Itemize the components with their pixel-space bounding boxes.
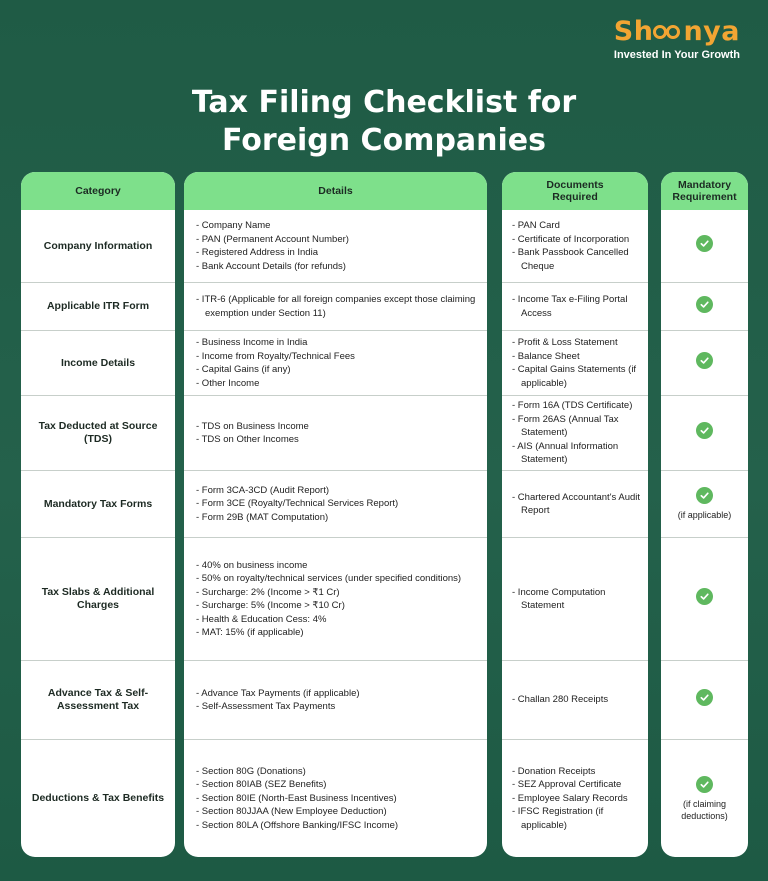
check-icon	[696, 588, 713, 605]
line-item: - ITR-6 (Applicable for all foreign companies except those claiming exemption under Section 11)	[196, 294, 476, 319]
line-item: - Certificate of Incorporation	[512, 233, 630, 245]
line-item: - Chartered Accountant's Audit Report	[512, 491, 641, 516]
line-item: - AIS (Annual Information Statement)	[512, 440, 619, 466]
mandatory-cell	[661, 470, 748, 537]
mandatory-column	[661, 172, 748, 857]
line-item: - Income Tax e-Filing Portal Access	[512, 294, 628, 319]
details-cell	[184, 537, 487, 660]
line-item: - 40% on business income	[196, 559, 308, 571]
line-item: - Employee Salary Records	[512, 792, 628, 804]
line-item: - SEZ Approval Certificate	[512, 779, 622, 791]
details-cell	[184, 282, 487, 330]
category-cell: Tax Deducted at Source (TDS)	[21, 395, 175, 470]
line-item: - Section 80G (Donations)	[196, 765, 306, 777]
documents-cell	[502, 660, 648, 739]
details-cell	[184, 395, 487, 470]
line-item: - PAN (Permanent Account Number)	[196, 233, 349, 245]
line-item: - Form 26AS (Annual Tax Statement)	[512, 413, 619, 439]
details-column	[184, 172, 487, 857]
line-item: - Health & Education Cess: 4%	[196, 613, 327, 625]
category-cell: Mandatory Tax Forms	[21, 470, 175, 537]
line-item: - TDS on Other Incomes	[196, 434, 299, 445]
brand-logo	[614, 16, 740, 61]
line-item: - Profit & Loss Statement	[512, 337, 618, 348]
documents-column	[502, 172, 648, 857]
line-item: - Registered Address in India	[196, 247, 318, 258]
line-item: - Balance Sheet	[512, 350, 580, 362]
line-item: - Self-Assessment Tax Payments	[196, 701, 336, 712]
documents-cell	[502, 210, 648, 282]
documents-header: Documents Required	[502, 172, 648, 210]
check-icon	[696, 776, 713, 793]
line-item: - MAT: 15% (if applicable)	[196, 627, 304, 638]
check-icon	[696, 296, 713, 313]
details-header: Details	[184, 172, 487, 210]
category-cell: Advance Tax & Self-Assessment Tax	[21, 660, 175, 739]
check-icon	[696, 235, 713, 252]
brand-tagline: Invested In Your Growth	[613, 49, 740, 61]
mandatory-header: Mandatory Requirement	[661, 172, 748, 210]
line-item: - Section 80LA (Offshore Banking/IFSC Income)	[196, 819, 399, 831]
category-cell: Applicable ITR Form	[21, 282, 175, 330]
mandatory-cell	[661, 537, 748, 660]
line-item: - Advance Tax Payments (if applicable)	[196, 687, 360, 699]
details-cell	[184, 210, 487, 282]
documents-cell	[502, 330, 648, 395]
line-item: - Form 16A (TDS Certificate)	[512, 400, 633, 412]
check-icon	[696, 487, 713, 504]
mandatory-cell	[661, 739, 748, 857]
documents-cell	[502, 739, 648, 857]
documents-cell	[502, 282, 648, 330]
mandatory-note: (if applicable)	[677, 510, 732, 520]
category-cell: Tax Slabs & Additional Charges	[21, 537, 175, 660]
mandatory-cell	[661, 395, 748, 470]
line-item: - Section 80IE (North-East Business Incentives)	[196, 792, 397, 804]
check-icon	[696, 689, 713, 706]
details-cell	[184, 330, 487, 395]
line-item: - Business Income in India	[196, 337, 308, 348]
mandatory-cell	[661, 330, 748, 395]
line-item: - Bank Passbook Cancelled Cheque	[512, 247, 629, 272]
page-title: Tax Filing Checklist for Foreign Companies	[191, 85, 577, 158]
line-item: - Section 80IAB (SEZ Benefits)	[196, 779, 327, 791]
line-item: - Income from Royalty/Technical Fees	[196, 350, 355, 362]
line-item: - Donation Receipts	[512, 765, 596, 777]
category-column	[21, 172, 175, 857]
details-cell	[184, 739, 487, 857]
line-item: - IFSC Registration (if applicable)	[512, 806, 604, 831]
details-cell	[184, 470, 487, 537]
check-icon	[696, 352, 713, 369]
category-cell: Company Information	[43, 239, 153, 252]
mandatory-cell	[661, 660, 748, 739]
line-item: - PAN Card	[512, 220, 560, 231]
documents-cell	[502, 470, 648, 537]
line-item: - Surcharge: 5% (Income > ₹10 Cr)	[196, 600, 345, 611]
line-item: - Bank Account Details (for refunds)	[196, 260, 346, 272]
line-item: - Section 80JJAA (New Employee Deduction)	[196, 806, 387, 818]
category-cell: Deductions & Tax Benefits	[21, 739, 175, 857]
line-item: - Form 3CE (Royalty/Technical Services Report)	[196, 498, 399, 510]
line-item: - Income Computation Statement	[512, 586, 606, 611]
line-item: - Other Income	[196, 377, 260, 389]
documents-cell	[502, 395, 648, 470]
brand-infinity-icon	[653, 25, 683, 41]
mandatory-cell	[661, 210, 748, 282]
line-item: - Form 3CA-3CD (Audit Report)	[196, 484, 330, 496]
check-icon	[696, 422, 713, 439]
line-item: - Form 29B (MAT Computation)	[196, 511, 329, 523]
category-header: Category	[21, 172, 175, 210]
line-item: - Surcharge: 2% (Income > ₹1 Cr)	[196, 586, 340, 598]
category-cell: Income Details	[21, 330, 175, 395]
line-item: - Company Name	[196, 220, 271, 231]
mandatory-note: (if claiming deductions)	[681, 798, 728, 821]
documents-cell	[502, 537, 648, 660]
mandatory-cell	[661, 282, 748, 330]
line-item: - Capital Gains (if any)	[196, 364, 291, 375]
line-item: - TDS on Business Income	[196, 420, 309, 432]
brand-wordmark: Sh nya	[613, 16, 740, 47]
line-item: - 50% on royalty/technical services (under specified conditions)	[196, 573, 462, 584]
details-cell	[184, 660, 487, 739]
line-item: - Capital Gains Statements (if applicable)	[512, 364, 637, 389]
line-item: - Challan 280 Receipts	[512, 694, 609, 706]
